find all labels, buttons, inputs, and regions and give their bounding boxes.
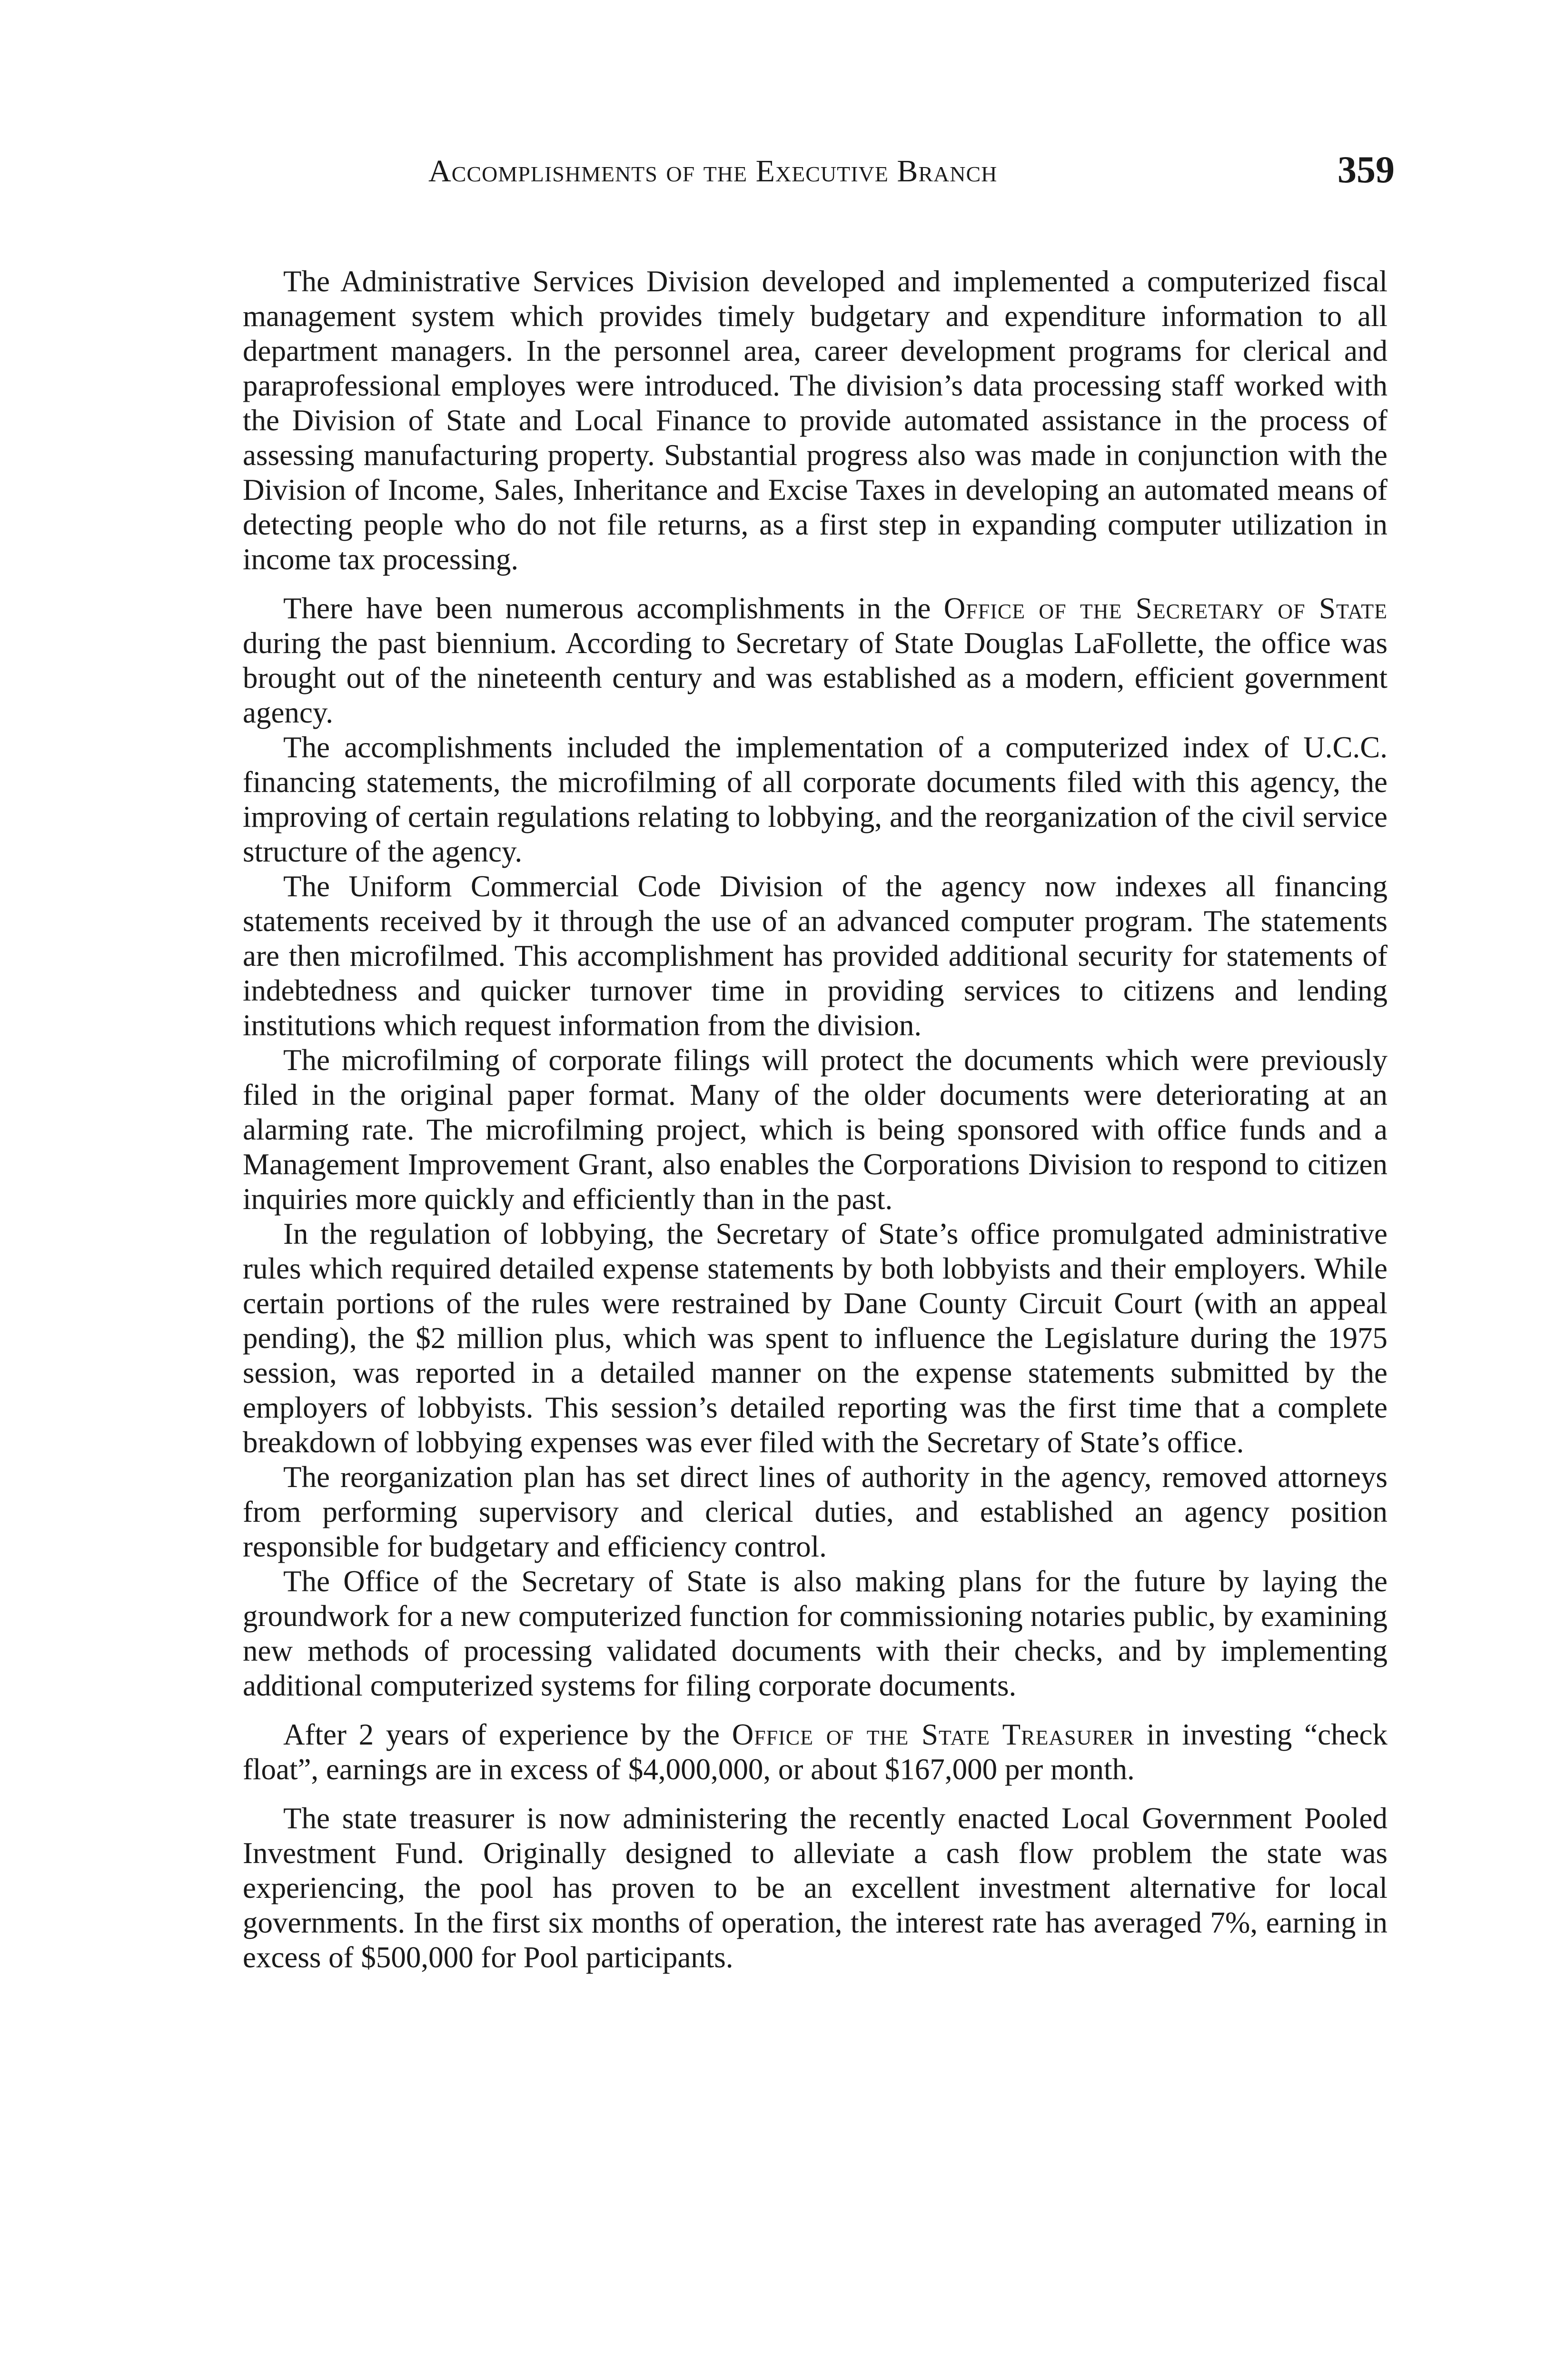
- office-name-state-treasurer: Office of the State Treasurer: [732, 1718, 1134, 1751]
- paragraph-future-plans: The Office of the Secretary of State is also making plans for the future by laying the groundwork for a new computerized function for commissioning notaries public, by examining new methods of processing validated documents with their checks, and by implementing additional computerized systems for filing corporate documents.: [243, 1565, 1387, 1702]
- paragraph-text-before: There have been numerous accomplishments in the: [283, 592, 931, 625]
- paragraph-text-after: during the past biennium. According to Secretary of State Douglas LaFollette, the office was brought out of the nineteenth century and was established as a modern, efficient government agency.: [243, 626, 1387, 729]
- paragraph-admin-services: The Administrative Services Division developed and implemented a computerized fiscal management system which provides timely budgetary and expenditure information to all department managers. In the personnel area, career development programs for clerical and paraprofessional employes were introduced. The division’s data processing staff worked with the Division of State and Local Finance to provide automated assistance in the process of assessing manufacturing property. Substantial progress also was made in conjunction with the Division of Income, Sales, Inheritance and Excise Taxes in developing an automated means of detecting people who do not file returns, as a first step in expanding computer utilization in income tax processing.: [243, 265, 1387, 576]
- paragraph-reorganization: The reorganization plan has set direct lines of authority in the agency, removed attorneys from performing supervisory and clerical duties, and established an agency position responsible for budgetary and efficiency control.: [243, 1460, 1387, 1563]
- paragraph-secretary-of-state-intro: [243, 591, 1387, 730]
- paragraph-accomplishments: The accomplishments included the implementation of a computerized index of U.C.C. financing statements, the microfilming of all corporate documents filed with this agency, the improving of certain regulations relating to lobbying, and the reorganization of the civil service structure of the agency.: [243, 731, 1387, 868]
- paragraph-text-after: in investing “check float”, earnings are in excess of $4,000,000, or about $167,000 per month.: [243, 1718, 1387, 1786]
- paragraph-microfilming: The microfilming of corporate filings will protect the documents which were previously filed in the original paper format. Many of the older documents were deteriorating at an alarming rate. The microfilming project, which is being sponsored with office funds and a Management Improvement Grant, also enables the Corporations Division to respond to citizen inquiries more quickly and efficiently than in the past.: [243, 1043, 1387, 1216]
- paragraph-lobbying: In the regulation of lobbying, the Secretary of State’s office promulgated administrative rules which required detailed expense statements by both lobbyists and their employers. While certain portions of the rules were restrained by Dane County Circuit Court (with an appeal pending), the $2 million plus, which was spent to influence the Legislature during the 1975 session, was reported in a detailed manner on the expense statements submitted by the employers of lobbyists. This session’s detailed reporting was the first time that a complete breakdown of lobbying expenses was ever filed with the Secretary of State’s office.: [243, 1217, 1387, 1459]
- office-name-secretary-of-state: Office of the Secretary of State: [943, 592, 1387, 625]
- page-number: 359: [1338, 149, 1395, 191]
- running-title: Accomplishments of the Executive Branch: [428, 154, 998, 188]
- paragraph-text-before: After 2 years of experience by the: [283, 1718, 720, 1751]
- paragraph-state-treasurer: [243, 1717, 1387, 1787]
- paragraph-ucc-division: The Uniform Commercial Code Division of the agency now indexes all financing statements received by it through the use of an advanced computer program. The statements are then microfilmed. This accomplishment has provided additional security for statements of indebtedness and quicker turnover time in providing services to citizens and lending institutions which request information from the division.: [243, 870, 1387, 1042]
- page-header: [428, 143, 1395, 200]
- body-text: [243, 264, 1387, 1975]
- paragraph-investment-fund: The state treasurer is now administering the recently enacted Local Government Pooled Investment Fund. Originally designed to alleviate a cash flow problem the state was experiencing, the pool has proven to be an excellent investment alternative for local governments. In the first six months of operation, the interest rate has averaged 7%, earning in excess of $500,000 for Pool participants.: [243, 1802, 1387, 1974]
